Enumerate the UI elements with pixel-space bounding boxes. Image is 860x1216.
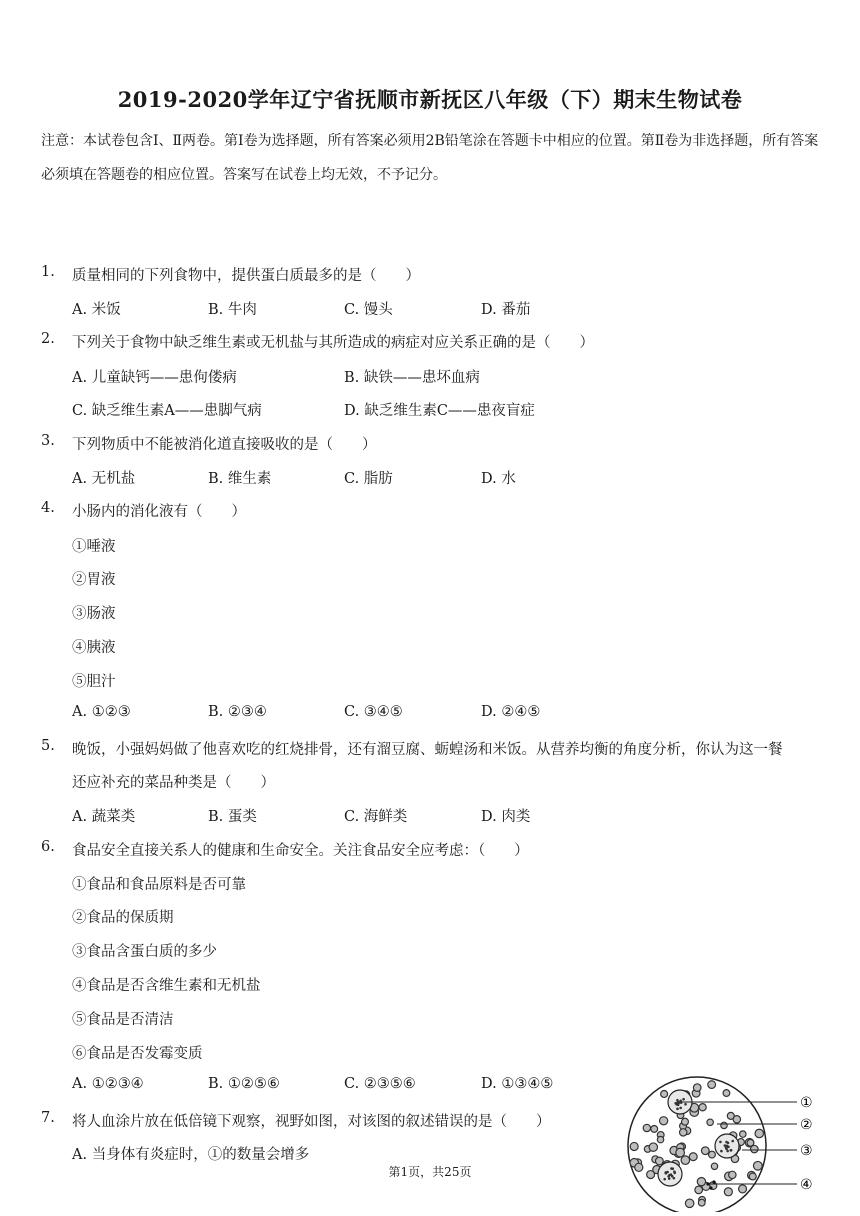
list-item: ①唾液 (72, 539, 116, 555)
question-text: 晚饭，小强妈妈做了他喜欢吃的红烧排骨，还有溜豆腐、蛎蝗汤和米饭。从营养均衡的角度分析，你认为这一餐 (72, 742, 783, 758)
option-a: A. ①②③④ (72, 1076, 144, 1092)
option-b: B. 维生素 (208, 471, 272, 487)
option-b: B. ②③④ (208, 704, 267, 720)
red-blood-cell (698, 1199, 705, 1206)
red-blood-cell (660, 1117, 668, 1125)
figure-label-1: ① (800, 1095, 813, 1111)
red-blood-cell (680, 1129, 687, 1136)
exam-notice: 注意：本试卷包含Ⅰ、Ⅱ两卷。第Ⅰ卷为选择题，所有答案必须用2B铅笔涂在答题卡中相应的位置。第Ⅱ卷为非选择题，所有答案必须填在答题卷的相应位置。答案写在试卷上均无效，不予记分。 (41, 133, 819, 183)
red-blood-cell (723, 1090, 730, 1097)
option-b: B. 蛋类 (208, 809, 257, 825)
option-b: B. ①②⑤⑥ (208, 1076, 280, 1092)
list-item: ③食品含蛋白质的多少 (72, 944, 217, 960)
cell-nucleus-dot (674, 1102, 677, 1105)
option-b: B. 牛肉 (208, 302, 257, 318)
red-blood-cell (651, 1126, 658, 1133)
page-footer: 第1页，共25页 (388, 1165, 472, 1179)
question-text: 下列关于食物中缺乏维生素或无机盐与其所造成的病症对应关系正确的是（ ） (72, 335, 594, 351)
option-d: D. 缺乏维生素C——患夜盲症 (344, 403, 535, 419)
red-blood-cell (701, 1147, 709, 1155)
red-blood-cell (685, 1199, 693, 1207)
cell-nucleus-dot (720, 1150, 723, 1153)
red-blood-cell (661, 1090, 668, 1097)
red-blood-cell (699, 1104, 706, 1111)
option-c: C. 海鲜类 (344, 809, 408, 825)
list-item: ②胃液 (72, 572, 116, 588)
question-number: 4. (41, 500, 55, 516)
question-text: 小肠内的消化液有（ ） (72, 504, 246, 520)
figure-label-3: ③ (800, 1143, 813, 1159)
red-blood-cell (724, 1188, 732, 1196)
option-c: C. 脂肪 (344, 471, 393, 487)
blood-smear-diagram (622, 1062, 824, 1212)
red-blood-cell (707, 1119, 713, 1125)
cell-nucleus-dot (676, 1108, 679, 1111)
cell-nucleus-dot (682, 1098, 685, 1101)
list-item: ⑥食品是否发霉变质 (72, 1046, 203, 1062)
cell-nucleus-dot (679, 1107, 682, 1110)
option-a: A. 蔬菜类 (72, 809, 136, 825)
option-c: C. ③④⑤ (344, 704, 403, 720)
cell-nucleus-dot (731, 1140, 734, 1143)
red-blood-cell (721, 1122, 727, 1128)
cell-nucleus-dot (679, 1100, 682, 1103)
cell-nucleus-dot (726, 1150, 729, 1153)
question-text: 食品安全直接关系人的健康和生命安全。关注食品安全应考虑：（ ） (72, 843, 529, 859)
list-item: ①食品和食品原料是否可靠 (72, 877, 246, 893)
red-blood-cell (689, 1153, 697, 1161)
list-item: ⑤食品是否清洁 (72, 1012, 174, 1028)
question-number: 2. (41, 331, 55, 347)
red-blood-cell (695, 1186, 703, 1194)
red-blood-cell (630, 1142, 638, 1150)
red-blood-cell (739, 1185, 747, 1193)
question-number: 6. (41, 839, 55, 855)
cell-nucleus-dot (684, 1103, 687, 1106)
cell-nucleus-dot (677, 1102, 680, 1105)
list-item: ④胰液 (72, 640, 116, 656)
question-number: 7. (41, 1110, 55, 1126)
cell-nucleus-dot (725, 1147, 728, 1150)
cell-nucleus-dot (719, 1141, 722, 1144)
red-blood-cell (657, 1136, 663, 1142)
cell-nucleus-dot (730, 1149, 733, 1152)
option-c: C. 缺乏维生素A——患脚气病 (72, 403, 262, 419)
option-a: A. 无机盐 (72, 471, 136, 487)
option-a: A. 当身体有炎症时，①的数量会增多 (72, 1147, 310, 1163)
red-blood-cell (740, 1131, 746, 1137)
figure-label-2: ② (800, 1117, 813, 1133)
question-number: 5. (41, 738, 55, 754)
platelet (706, 1182, 709, 1185)
option-d: D. ②④⑤ (481, 704, 541, 720)
platelet (712, 1180, 715, 1183)
question-text: 下列物质中不能被消化道直接吸收的是（ ） (72, 437, 377, 453)
option-b: B. 缺铁——患坏血病 (344, 370, 480, 386)
red-blood-cell (709, 1151, 716, 1158)
cell-nucleus-dot (727, 1146, 730, 1149)
red-blood-cell (693, 1084, 701, 1092)
red-blood-cell (682, 1118, 689, 1125)
question-number: 1. (41, 264, 55, 280)
option-d: D. 水 (481, 471, 516, 487)
option-a: A. 儿童缺钙——患佝偻病 (72, 370, 237, 386)
platelet (709, 1186, 712, 1189)
list-item: ⑤胆汁 (72, 674, 116, 690)
red-blood-cell (649, 1143, 657, 1151)
question-text: 将人血涂片放在低倍镜下观察，视野如图，对该图的叙述错误的是（ ） (72, 1114, 551, 1130)
red-blood-cell (755, 1129, 763, 1137)
blood-smear-figure (622, 1062, 824, 1212)
option-c: C. 馒头 (344, 302, 393, 318)
red-blood-cell (676, 1148, 685, 1157)
question-text-continued: 还应补充的菜品种类是（ ） (72, 775, 275, 791)
red-blood-cell (747, 1139, 754, 1146)
red-blood-cell (733, 1116, 740, 1123)
option-d: D. 肉类 (481, 809, 531, 825)
list-item: ②食品的保质期 (72, 910, 174, 926)
option-d: D. ①③④⑤ (481, 1076, 554, 1092)
question-number: 3. (41, 433, 55, 449)
page-title: 2019-2020学年辽宁省抚顺市新抚区八年级（下）期末生物试卷 (117, 87, 743, 112)
question-text: 质量相同的下列食物中，提供蛋白质最多的是（ ） (72, 268, 420, 284)
list-item: ④食品是否含维生素和无机盐 (72, 978, 261, 994)
red-blood-cell (643, 1124, 650, 1131)
option-c: C. ②③⑤⑥ (344, 1076, 416, 1092)
option-d: D. 番茄 (481, 302, 531, 318)
cell-nucleus-dot (727, 1142, 730, 1145)
option-a: A. 米饭 (72, 302, 121, 318)
figure-label-4: ④ (800, 1177, 813, 1193)
list-item: ③肠液 (72, 606, 116, 622)
option-a: A. ①②③ (72, 704, 131, 720)
red-blood-cell (708, 1081, 716, 1089)
